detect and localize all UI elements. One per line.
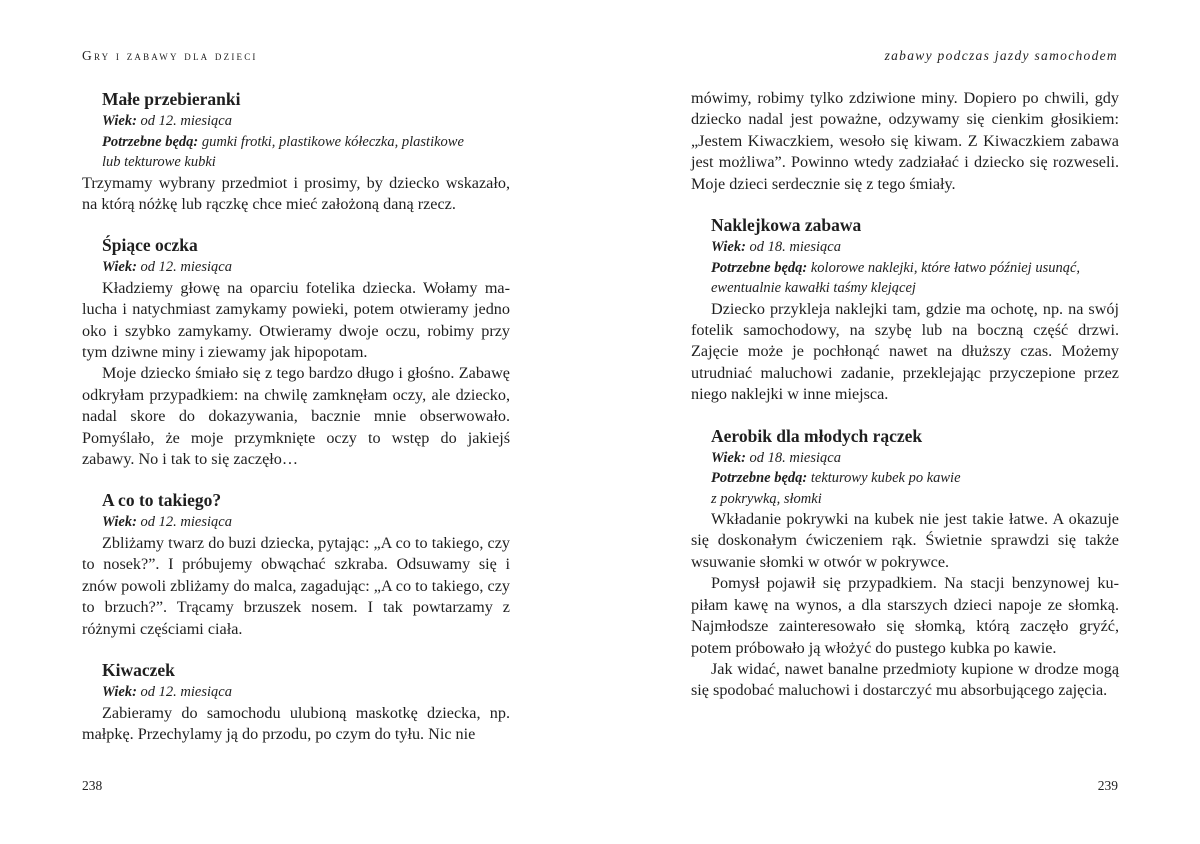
- paragraph: Pomysł pojawił się przypadkiem. Na stacji benzynowej kupiłam kawę na wynos, a dla starszych dzieci napoje ze słomką. Najmłodsze zainteresowało się słomką, którą zaczęło gryźć, potem próbowało ją włożyć do pustego kubka po kawie.: [691, 574, 1119, 657]
- materials-line-2: z pokrywką, słomki: [711, 490, 822, 507]
- age-label: Wiek:: [102, 113, 137, 129]
- age-label: Wiek:: [102, 684, 137, 700]
- paragraph: Wkładanie pokrywki na kubek nie jest takie łatwe. A okazuje się doskonałym ćwiczeniem rąk. Świetnie sprawdzi się także wsuwanie słomki w otwór w pokrywce.: [691, 510, 1119, 571]
- materials-value: gumki frotki, plastikowe kółeczka, plastikowe: [201, 133, 464, 150]
- age-value: od 12. miesiąca: [140, 259, 232, 276]
- age-value: od 12. miesiąca: [140, 684, 232, 700]
- paragraph: Jak widać, nawet banalne przedmioty kupione w drodze mogą się spodobać maluchowi i dostarczyć mu absorbującego zajęcia.: [691, 659, 1119, 700]
- paragraph: Moje dziecko śmiało się z tego bardzo długo i głośno. Zabawę odkryłam przypadkiem: na chwilę zamknęłam oczy, ale dziecko, nadal skore do dokazywania, bacznie mnie obserwowało. Pomyślało, że moje przymknięte oczy to wstęp do jakiejś zabawy. No i tak to się zaczęło…: [82, 364, 510, 469]
- continuation-block: [691, 88, 1119, 195]
- paragraph: Dziecko przykleja naklejki tam, gdzie ma ochotę, np. na swój fotelik samochodowy, na szybę lub na boczną część drzwi. Zajęcie może je pochłonąć nawet na dłuższy czas. Możemy utrudniać maluchowi zadanie, przeklejając przyczepione przez niego naklejki w inne miejsca.: [691, 299, 1119, 404]
- paragraph: Zbliżamy twarz do buzi dziecka, pytając: „A co to takiego, czy to nosek?”. I próbujemy obwąchać szkraba. Odsuwamy się i znów powoli zbliżamy do malca, zagadując: „A co to takiego, czy to brzuch?”. Trącamy brzuszek nosem. I tak powtarzamy z różnymi częściami ciała.: [82, 533, 510, 638]
- age-line: [102, 682, 510, 703]
- age-line: [102, 257, 510, 278]
- materials-line-2: ewentualnie kawałki taśmy klejącej: [711, 280, 916, 297]
- page-number-right: 239: [1097, 778, 1118, 793]
- materials-label: Potrzebne będą:: [711, 259, 808, 276]
- age-label: Wiek:: [102, 514, 137, 531]
- age-label: Wiek:: [711, 239, 746, 256]
- section-title: Naklejkowa zabawa: [711, 215, 862, 236]
- paragraph: Trzymamy wybrany przedmiot i prosimy, by dziecko wskazało, na którą nóżkę lub rączkę chce mieć założoną daną rzecz.: [82, 173, 510, 213]
- age-label: Wiek:: [711, 449, 746, 466]
- section-spiace-oczka: [82, 234, 510, 470]
- section-male-przebieranki: [82, 88, 510, 215]
- right-text-block: [691, 88, 1119, 702]
- age-line: [102, 512, 510, 533]
- left-text-block: [82, 88, 510, 745]
- materials-line: [102, 132, 510, 153]
- section-naklejkowa-zabawa: [691, 214, 1119, 406]
- age-label: Wiek:: [102, 259, 137, 276]
- section-aerobik: [691, 425, 1119, 702]
- section-title: A co to takiego?: [102, 490, 222, 511]
- materials-line-2: lub tekturowe kubki: [102, 154, 216, 170]
- age-line: [711, 237, 1119, 258]
- paragraph: Zabieramy do samochodu ulubioną maskotkę dziecka, np. małpkę. Przechylamy ją do przodu, po czym do tyłu. Nic nie: [82, 703, 510, 743]
- materials-value: tekturowy kubek po kawie: [810, 470, 961, 487]
- continuation-paragraph: mówimy, robimy tylko zdziwione miny. Dopiero po chwili, gdy dziecko nadal jest poważne, odzywamy się cienkim głosikiem: „Jestem Kiwaczkiem, wesoło się kiwam. Z Kiwaczkiem zabawa jest możliwa”. Powinno wtedy zadziałać i dziecko się rozweseli. Moje dzieci serdecznie się z tego śmiały.: [691, 89, 1119, 193]
- paragraph: Kładziemy głowę na oparciu fotelika dziecka. Wołamy malucha i natychmiast zamykamy powieki, potem otwieramy jedno oko i szybko zamykamy. Otwieramy dwoje oczu, robimy przy tym dziwne miny i ziewamy jak hipopotam.: [82, 278, 510, 362]
- section-title: Śpiące oczka: [102, 235, 198, 256]
- section-title: Małe przebieranki: [102, 89, 241, 109]
- materials-label: Potrzebne będą:: [711, 470, 808, 487]
- page-number-left: 238: [82, 778, 103, 793]
- age-value: od 18. miesiąca: [749, 239, 841, 256]
- age-value: od 12. miesiąca: [140, 514, 232, 531]
- running-head-left: Gry i zabawy dla dzieci: [82, 48, 258, 63]
- materials-line: [711, 258, 1119, 279]
- section-title: Aerobik dla młodych rączek: [711, 425, 923, 446]
- age-line: [102, 111, 510, 132]
- materials-value: kolorowe naklejki, które łatwo później usunąć,: [810, 259, 1081, 276]
- materials-label: Potrzebne będą:: [102, 133, 199, 150]
- section-kiwaczek: [82, 659, 510, 745]
- materials-line: [711, 468, 1119, 489]
- running-head-right: zabawy podczas jazdy samochodem: [884, 48, 1118, 63]
- right-page: [600, 0, 1200, 844]
- age-value: od 18. miesiąca: [749, 449, 841, 466]
- age-value: od 12. miesiąca: [140, 113, 232, 129]
- age-line: [711, 448, 1119, 469]
- section-a-co-to-takiego: [82, 489, 510, 640]
- section-title: Kiwaczek: [102, 660, 175, 680]
